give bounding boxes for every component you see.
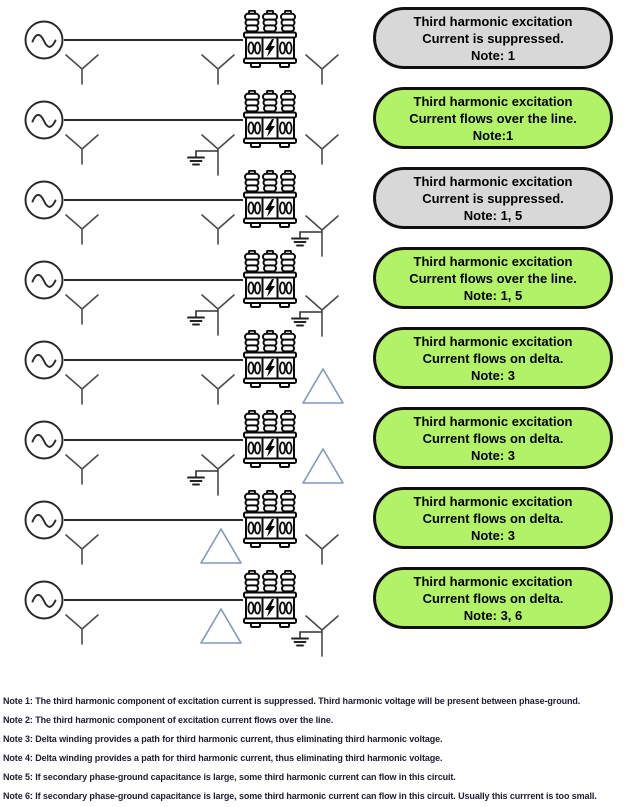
transmission-line [64,359,243,361]
result-pill [373,487,613,549]
pill-line: Current flows on delta. [422,430,564,446]
circuit-row [0,166,624,246]
pill-line: Current flows over the line. [409,110,577,126]
pill-line: Current is suppressed. [422,30,564,46]
source-wye-icon [62,132,102,166]
ground-icon [292,639,308,646]
note-2: Note 2: The third harmonic component of excitation current flows over the line. [3,715,334,725]
result-pill [373,327,613,389]
ground-icon [188,318,204,325]
pill-line: Note: 1, 5 [463,287,523,303]
source-wye-icon [62,292,102,326]
ground-icon [188,158,204,165]
note-6: Note 6: If secondary phase-ground capacitance is large, some third harmonic current can flow in this circuit. Usually this currrent is too small. [3,791,597,801]
pill-line: Third harmonic excitation [413,333,573,349]
transmission-line [64,39,243,41]
circuit-row [0,486,624,566]
result-pill [373,7,613,69]
pill-line: Note: 3 [470,367,516,383]
notes-section [3,692,621,806]
primary-wye-icon [198,52,238,86]
pill-line: Current flows on delta. [422,590,564,606]
primary-delta-icon [198,526,244,566]
ground-icon [292,239,308,246]
note-1: Note 1: The third harmonic component of excitation current is suppressed. Third harmonic voltage will be present between phase-ground. [3,696,581,706]
secondary-delta-icon [300,366,346,406]
transformer-icon [243,490,297,548]
circuit-row [0,6,624,86]
primary-wye-icon [198,212,238,246]
secondary-wye-icon [302,532,342,566]
circuit-row [0,86,624,166]
ac-source-icon [23,99,65,141]
pill-line: Note: 3 [470,447,516,463]
ground-icon [188,478,204,485]
circuit-row [0,566,624,646]
secondary-wye-icon [302,52,342,86]
primary-delta-icon [198,606,244,646]
pill-line: Third harmonic excitation [413,413,573,429]
source-wye-icon [62,612,102,646]
pill-line: Third harmonic excitation [413,13,573,29]
result-pill [373,247,613,309]
source-wye-icon [62,52,102,86]
pill-line: Current flows on delta. [422,510,564,526]
result-pill [373,567,613,629]
pill-line: Current is suppressed. [422,190,564,206]
pill-line: Current flows over the line. [409,270,577,286]
pill-line: Third harmonic excitation [413,493,573,509]
secondary-wye-icon [302,132,342,166]
transformer-icon [243,90,297,148]
transformer-icon [243,410,297,468]
transformer-icon [243,10,297,68]
ac-source-icon [23,259,65,301]
result-pill [373,167,613,229]
source-wye-icon [62,372,102,406]
pill-line: Note: 1 [470,47,516,63]
source-wye-icon [62,532,102,566]
ac-source-icon [23,179,65,221]
pill-line: Note:1 [472,127,514,143]
ground-icon [292,319,308,326]
ac-source-icon [23,579,65,621]
transformer-icon [243,330,297,388]
pill-line: Third harmonic excitation [413,93,573,109]
transmission-line [64,119,243,121]
ac-source-icon [23,19,65,61]
pill-line: Third harmonic excitation [413,253,573,269]
circuit-row [0,406,624,486]
result-pill [373,407,613,469]
transmission-line [64,599,243,601]
transmission-line [64,519,243,521]
transmission-line [64,279,243,281]
note-3: Note 3: Delta winding provides a path for third harmonic current, thus eliminating third harmonic voltage. [3,734,443,744]
ac-source-icon [23,419,65,461]
ac-source-icon [23,499,65,541]
note-5: Note 5: If secondary phase-ground capacitance is large, some third harmonic current can flow in this circuit. [3,772,456,782]
pill-line: Note: 3, 6 [463,607,523,623]
secondary-delta-icon [300,446,346,486]
secondary-grounded-wye-icon [284,612,342,658]
transmission-line [64,199,243,201]
result-pill [373,87,613,149]
note-4: Note 4: Delta winding provides a path for third harmonic current, thus eliminating third harmonic voltage. [3,753,443,763]
source-wye-icon [62,452,102,486]
transmission-line [64,439,243,441]
circuit-row [0,326,624,406]
pill-line: Note: 1, 5 [463,207,523,223]
pill-line: Third harmonic excitation [413,573,573,589]
circuit-row [0,246,624,326]
pill-line: Current flows on delta. [422,350,564,366]
ac-source-icon [23,339,65,381]
pill-line: Note: 3 [470,527,516,543]
primary-wye-icon [198,372,238,406]
source-wye-icon [62,212,102,246]
pill-line: Third harmonic excitation [413,173,573,189]
